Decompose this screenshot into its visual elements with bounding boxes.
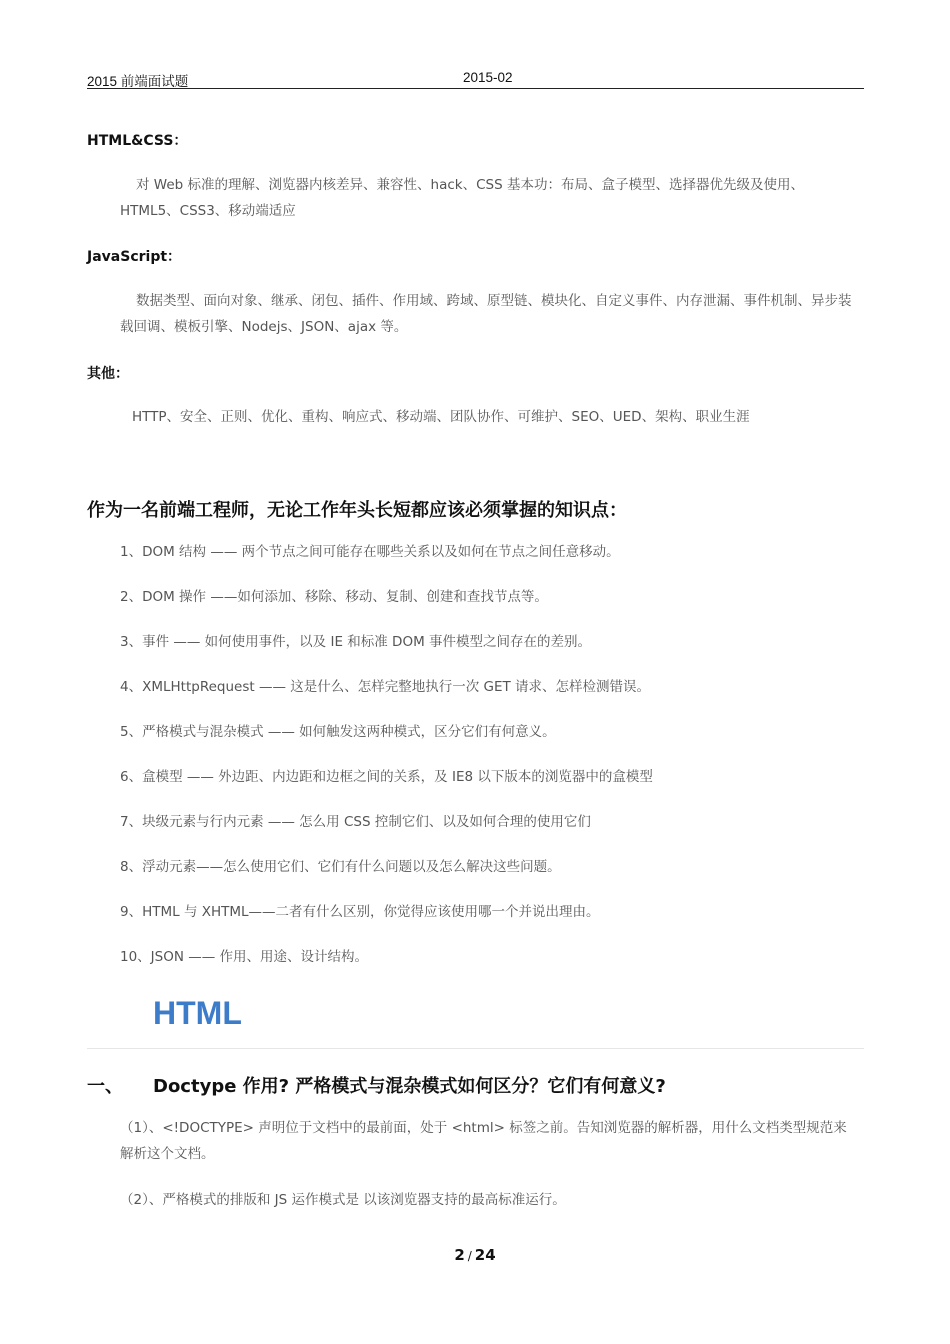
other-text: HTTP、安全、正则、优化、重构、响应式、移动端、团队协作、可维护、SEO、UED、架构、职业生涯 [132,409,750,425]
page-number [0,1246,950,1264]
js-label: JavaScript： [87,249,182,265]
answer-paragraph-2: （2）、严格模式的排版和 JS 运作模式是 以该浏览器支持的最高标准运行。 [120,1192,566,1208]
divider [87,1048,864,1049]
list-item: 2、DOM 操作 ——如何添加、移除、移动、复制、创建和查找节点等。 [120,589,548,605]
css-label: HTML&CSS： [87,133,188,149]
list-item: 8、浮动元素——怎么使用它们、它们有什么问题以及怎么解决这些问题。 [120,859,561,875]
question-number: 一、 [87,1076,123,1097]
html-section-heading: HTML [153,995,242,1031]
list-item: 3、事件 —— 如何使用事件，以及 IE 和标准 DOM 事件模型之间存在的差别。 [120,634,592,650]
question-title: Doctype 作用? 严格模式与混杂模式如何区分？它们有何意义? [153,1076,666,1097]
page-separator: / [467,1249,472,1263]
list-item: 6、盒模型 —— 外边距、内边距和边框之间的关系，及 IE8 以下版本的浏览器中的盒模型 [120,769,653,785]
list-item: 9、HTML 与 XHTML——二者有什么区别，你觉得应该使用哪一个并说出理由。 [120,904,600,920]
js-text: 数据类型、面向对象、继承、闭包、插件、作用域、跨域、原型链、模块化、自定义事件、内存泄漏、事件机制、异步装载回调、模板引擎、Nodejs、JSON、ajax 等。 [120,293,852,335]
list-item: 1、DOM 结构 —— 两个节点之间可能存在哪些关系以及如何在节点之间任意移动。 [120,544,620,560]
css-text: 对 Web 标准的理解、浏览器内核差异、兼容性、hack、CSS 基本功：布局、盒子模型、选择器优先级及使用、HTML5、CSS3、移动端适应 [120,177,804,219]
header-title: 2015 前端面试题 [87,74,189,89]
list-item: 5、严格模式与混杂模式 —— 如何触发这两种模式，区分它们有何意义。 [120,724,556,740]
knowledge-title: 作为一名前端工程师，无论工作年头长短都应该必须掌握的知识点： [87,500,627,521]
list-item: 7、块级元素与行内元素 —— 怎么用 CSS 控制它们、以及如何合理的使用它们 [120,814,591,830]
other-label: 其他： [87,366,129,382]
answer-paragraph-1: （1）、<!DOCTYPE> 声明位于文档中的最前面，处于 <html> 标签之前。告知浏览器的解析器，用什么文档类型规范来解析这个文档。 [120,1120,847,1162]
total-pages: 24 [474,1246,496,1264]
list-item: 10、JSON —— 作用、用途、设计结构。 [120,949,369,965]
current-page: 2 [454,1246,465,1264]
header-date: 2015-02 [463,70,513,85]
page-header [87,68,864,89]
list-item: 4、XMLHttpRequest —— 这是什么、怎样完整地执行一次 GET 请求、怎样检测错误。 [120,679,651,695]
knowledge-list [120,540,860,990]
